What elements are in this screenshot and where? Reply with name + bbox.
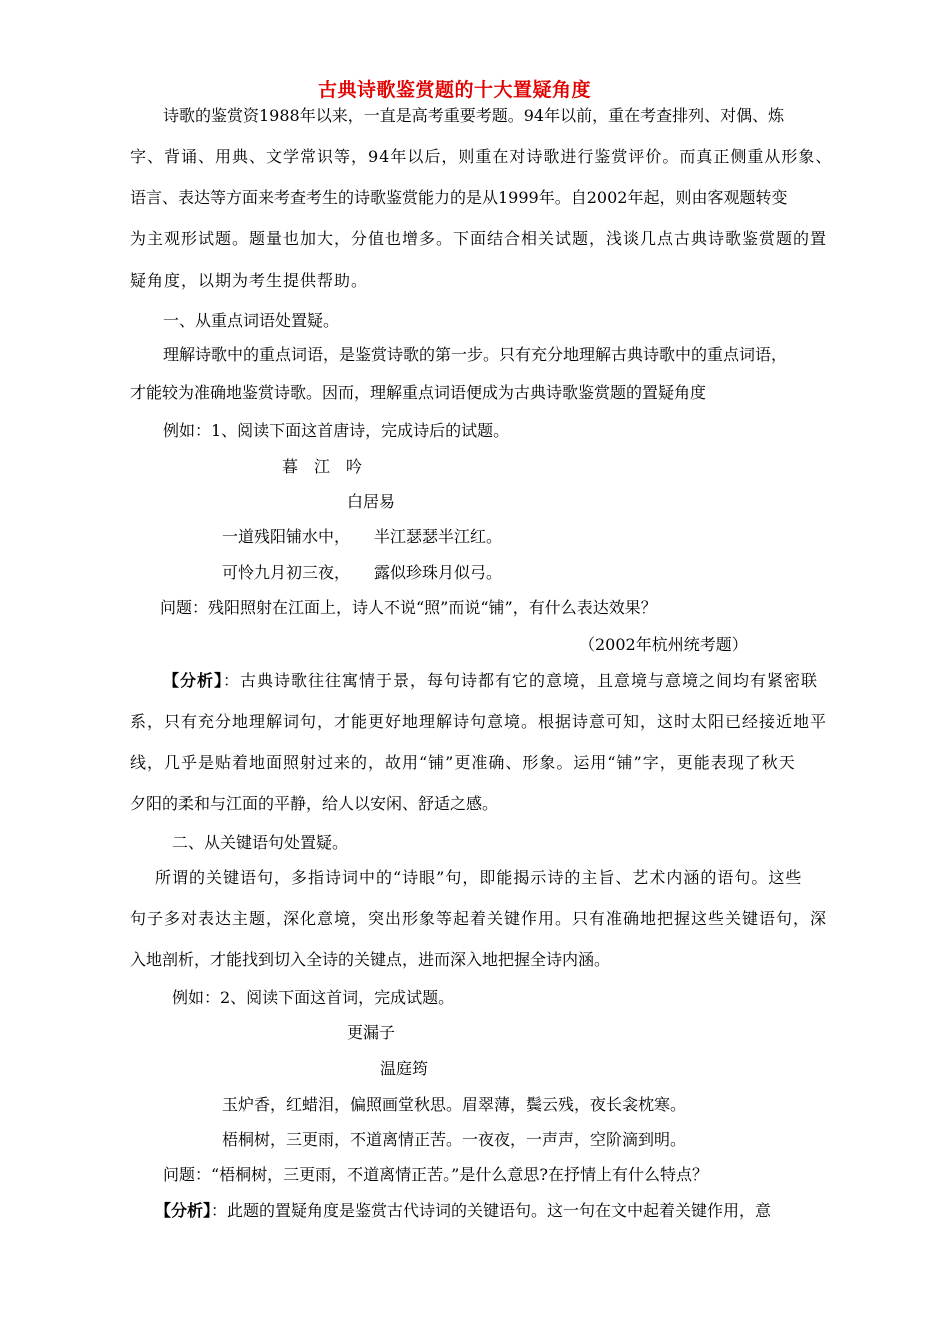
section2-body-3: 入地剖析，才能找到切入全诗的关键点，进而深入地把握全诗内涵。 bbox=[130, 950, 611, 969]
analysis-1-line-3: 线，几乎是贴着地面照射过来的，故用“铺”更准确、形象。运用“铺”字，更能表现了秋天 bbox=[130, 753, 796, 772]
analysis-1-line-1 bbox=[163, 670, 818, 692]
question-1: 问题：残阳照射在江面上，诗人不说“照”而说“铺”，有什么表达效果？ bbox=[160, 598, 657, 617]
poem1-line-1: 一道残阳铺水中， 半江瑟瑟半江红。 bbox=[222, 527, 503, 546]
section1-body-1: 理解诗歌中的重点词语，是鉴赏诗歌的第一步。只有充分地理解古典诗歌中的重点词语， bbox=[163, 345, 788, 364]
intro-line-3: 语言、表达等方面来考查考生的诗歌鉴赏能力的是从1999年。自2002年起，则由客观题转变 bbox=[130, 188, 788, 207]
poem1-line-2: 可怜九月初三夜， 露似珍珠月似弓。 bbox=[222, 563, 503, 582]
section2-heading: 二、从关键语句处置疑。 bbox=[172, 833, 349, 852]
analysis-1-label: 【分析】 bbox=[163, 671, 224, 690]
intro-line-1: 诗歌的鉴赏资1988年以来，一直是高考重要考题。94年以前，重在考查排列、对偶、炼 bbox=[163, 106, 785, 125]
analysis-1-line-2: 系，只有充分地理解词句，才能更好地理解诗句意境。根据诗意可知，这时太阳已经接近地平 bbox=[130, 712, 828, 731]
poem2-title: 更漏子 bbox=[347, 1023, 396, 1042]
intro-line-2: 字、背诵、用典、文学常识等，94年以后，则重在对诗歌进行鉴赏评价。而真正侧重从形象、 bbox=[130, 147, 833, 166]
question-1-source: （2002年杭州统考题） bbox=[579, 635, 748, 654]
poem2-line-2: 梧桐树，三更雨，不道离情正苦。一夜夜，一声声，空阶滴到明。 bbox=[222, 1130, 687, 1149]
section1-body-2: 才能较为准确地鉴赏诗歌。因而，理解重点词语便成为古典诗歌鉴赏题的置疑角度 bbox=[130, 383, 707, 402]
analysis-1-line-4: 夕阳的柔和与江面的平静，给人以安闲、舒适之感。 bbox=[130, 794, 499, 813]
analysis-2-line-1 bbox=[155, 1200, 771, 1222]
question-2: 问题：“梧桐树，三更雨，不道离情正苦。”是什么意思?在抒情上有什么特点？ bbox=[163, 1165, 708, 1184]
poem2-line-1: 玉炉香，红蜡泪，偏照画堂秋思。眉翠薄，鬓云残，夜长衾枕寒。 bbox=[222, 1095, 687, 1114]
analysis-2-text: ：此题的置疑角度是鉴赏古代诗词的关键语句。这一句在文中起着关键作用，意 bbox=[211, 1201, 772, 1220]
section1-example: 例如：1、阅读下面这首唐诗，完成诗后的试题。 bbox=[163, 421, 510, 440]
intro-line-5: 疑角度，以期为考生提供帮助。 bbox=[130, 271, 369, 290]
document-title: 古典诗歌鉴赏题的十大置疑角度 bbox=[318, 79, 592, 101]
poem1-author: 白居易 bbox=[347, 492, 396, 511]
analysis-2-label: 【分析】 bbox=[155, 1201, 212, 1220]
poem2-author: 温庭筠 bbox=[380, 1059, 429, 1078]
poem1-title: 暮 江 吟 bbox=[282, 457, 363, 476]
analysis-1-text: ：古典诗歌往往寓情于景，每句诗都有它的意境，且意境与意境之间均有紧密联 bbox=[223, 671, 819, 690]
section1-heading: 一、从重点词语处置疑。 bbox=[163, 311, 340, 330]
section2-example: 例如：2、阅读下面这首词，完成试题。 bbox=[172, 988, 455, 1007]
section2-body-1: 所谓的关键语句，多指诗词中的“诗眼”句，即能揭示诗的主旨、艺术内涵的语句。这些 bbox=[155, 868, 803, 887]
section2-body-2: 句子多对表达主题，深化意境，突出形象等起着关键作用。只有准确地把握这些关键语句，深 bbox=[130, 909, 828, 928]
intro-line-4: 为主观形试题。题量也加大，分值也增多。下面结合相关试题，浅谈几点古典诗歌鉴赏题的置 bbox=[130, 229, 828, 248]
